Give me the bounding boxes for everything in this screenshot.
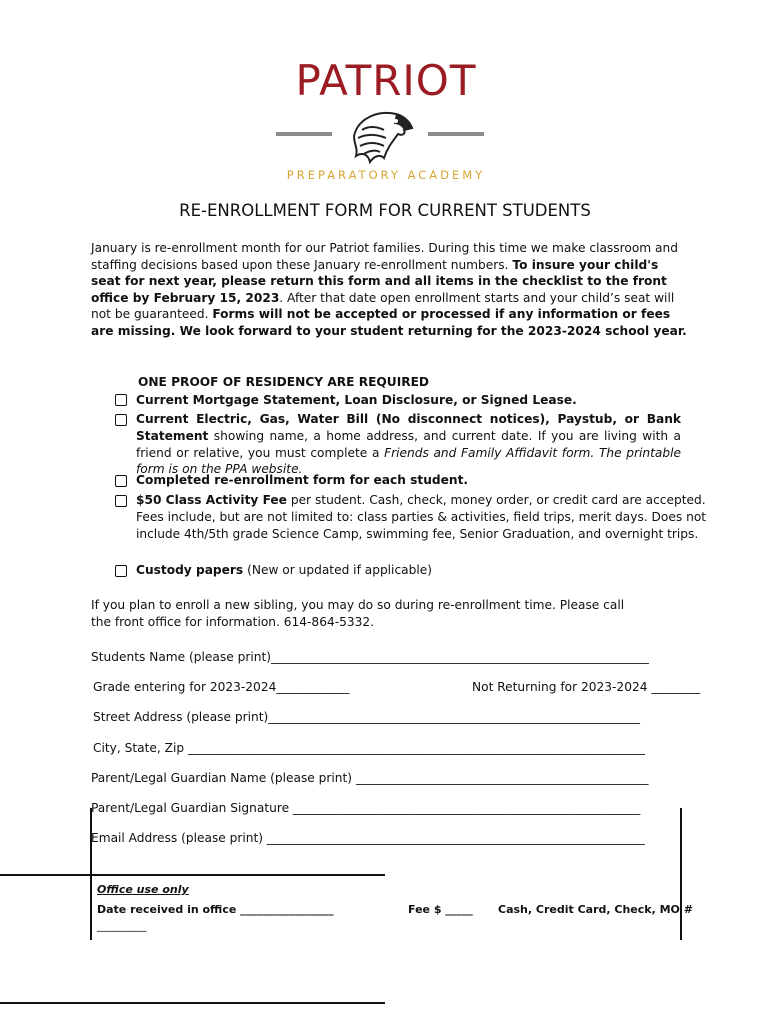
checkbox-enrollment-form[interactable] bbox=[115, 475, 127, 487]
checklist-item-mortgage bbox=[136, 392, 696, 409]
item4-text: per student. Cash, check, money order, or credit card are accepted. Fees include, but are not limited to: class parties & activities, field trips, merit days. Does not include 4th/5th grade Science Camp, swimming fee, Senior Graduation, and overnight trips. bbox=[136, 493, 707, 541]
logo-rule-left bbox=[276, 132, 332, 136]
checklist-item-activity-fee bbox=[136, 492, 716, 542]
logo-rule-right bbox=[428, 132, 484, 136]
office-payment-method[interactable]: Cash, Credit Card, Check, MO # bbox=[498, 903, 693, 916]
office-fee[interactable]: Fee $ _____ bbox=[408, 903, 473, 916]
intro-text-2: . After that date open enrollment starts and your child’s seat will not be guaranteed. bbox=[91, 290, 675, 322]
checkbox-activity-fee[interactable] bbox=[115, 495, 127, 507]
office-divider-top bbox=[0, 874, 385, 876]
guardian-signature-field[interactable]: Parent/Legal Guardian Signature _________________________________________________________ bbox=[91, 801, 641, 815]
item2-label: Current Electric, Gas, Water Bill (No disconnect notices), Paystub, or Bank Statement bbox=[136, 412, 681, 443]
intro-bold-2: Forms will not be accepted or processed if any information or fees are missing. We look forward to your student returning for the 2023-2024 school year. bbox=[91, 307, 687, 338]
guardian-name-field[interactable]: Parent/Legal Guardian Name (please print) ________________________________________________ bbox=[91, 771, 649, 785]
item1-label: Current Mortgage Statement, Loan Disclosure, or Signed Lease. bbox=[136, 393, 577, 407]
item2-italic: Friends and Family Affidavit form. The printable form is on the PPA website. bbox=[136, 445, 681, 477]
checklist-item-custody-papers bbox=[136, 562, 696, 579]
checkbox-utility-bill[interactable] bbox=[115, 414, 127, 426]
grade-entering-field[interactable]: Grade entering for 2023-2024____________ bbox=[93, 680, 350, 694]
checkbox-mortgage[interactable] bbox=[115, 394, 127, 406]
not-returning-field[interactable]: Not Returning for 2023-2024 ________ bbox=[472, 680, 701, 694]
street-address-field[interactable]: Street Address (please print)_____________________________________________________________ bbox=[93, 710, 640, 724]
office-date-received[interactable]: Date received in office _________________ bbox=[97, 903, 334, 916]
email-field[interactable]: Email Address (please print) ______________________________________________________________ bbox=[91, 831, 645, 845]
sibling-note: If you plan to enroll a new sibling, you may do so during re-enrollment time. Please call the front office for information. 614-864-5332. bbox=[91, 598, 625, 629]
city-state-zip-field[interactable]: City, State, Zip ___________________________________________________________________________ bbox=[93, 741, 646, 755]
eagle-icon bbox=[344, 106, 416, 166]
form-title: RE-ENROLLMENT FORM FOR CURRENT STUDENTS bbox=[179, 201, 591, 220]
item5-label: Custody papers bbox=[136, 563, 244, 577]
item2-text: showing name, a home address, and current date. If you are living with a friend or relative, you must complete a bbox=[136, 428, 681, 460]
logo-subtitle: PREPARATORY ACADEMY bbox=[286, 168, 486, 182]
item4-label: $50 Class Activity Fee bbox=[136, 493, 287, 507]
item5-text: (New or updated if applicable) bbox=[243, 563, 432, 577]
school-logo bbox=[270, 58, 502, 188]
checklist-item-enrollment-form bbox=[136, 472, 696, 489]
student-name-field[interactable]: Students Name (please print)______________________________________________________________ bbox=[91, 650, 649, 664]
office-divider-bottom bbox=[0, 1002, 385, 1004]
intro-bold-1: To insure your child's seat for next year, please return this form and all items in the checklist to the front office by February 15, 2023 bbox=[91, 257, 667, 305]
logo-school-name: PATRIOT bbox=[295, 56, 477, 105]
checklist-item-utility-bill bbox=[136, 411, 681, 478]
checklist-heading: ONE PROOF OF RESIDENCY ARE REQUIRED bbox=[138, 375, 430, 389]
checkbox-custody-papers[interactable] bbox=[115, 565, 127, 577]
office-use-heading: Office use only bbox=[97, 883, 189, 896]
item3-label: Completed re-enrollment form for each student. bbox=[136, 473, 469, 487]
office-date-continued: _________ bbox=[97, 919, 147, 932]
table-border-right bbox=[680, 808, 682, 940]
intro-paragraph bbox=[91, 240, 691, 340]
intro-text-1: January is re-enrollment month for our Patriot families. During this time we make classroom and staffing decisions based upon these January re-enrollment numbers. bbox=[91, 241, 678, 272]
